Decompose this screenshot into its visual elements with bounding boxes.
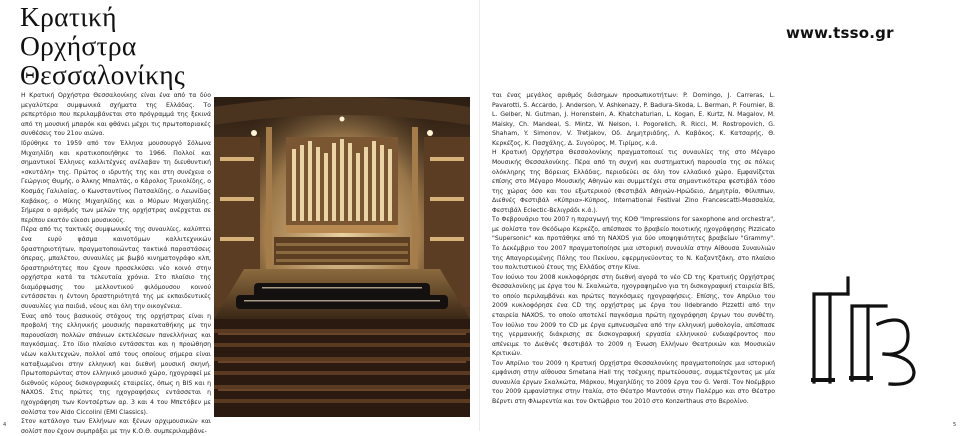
spread-gutter xyxy=(479,0,480,431)
website-url[interactable]: www.tsso.gr xyxy=(786,24,894,42)
paragraph-intro: Η Κρατική Ορχήστρα Θεσσαλονίκης είναι ένα από τα δύο μεγαλύτερα συμφωνικά σχήματα της Ελλάδας. Το ρεπερτόριο που περιλαμβάνεται στο πρόγραμμά της ξεκινά από τη μουσική μπαρόκ και φθάνει μέχρι τις πρωτοποριακές συνθέσεις του 21ου αιώνα. xyxy=(21,92,211,138)
paragraph-activities: Πέρα από τις τακτικές συμφωνικές της συναυλίες, καλύπτει ένα ευρύ φάσμα καινοτόμων καλλιτεχνικών δραστηριοτήτων, πραγματοποιώντας τακτικά παραστάσεις όπερας, μπαλέτου, συναυλίες με βωβό κινηματογράφο κλπ, δραστηριότητες που έχουν προσελκύσει νέο κοινό στην ορχήστρα κατά τα τελευταία χρόνια. Στο πλαίσιο της διαμόρφωσης του μελλοντικού φιλόμουσου κοινού εντάσσεται η έντονη δραστηριότητά της με εκπαιδευτικές συναυλίες για παιδιά, νέους και όλη την οικογένεια. xyxy=(21,226,211,311)
koth-logo-icon xyxy=(808,272,922,388)
paragraph-recordings: Τον Ιούνιο του 2008 κυκλοφόρησε στη διεθνή αγορά το νέο CD της Κρατικής Ορχήστρας Θεσσαλονίκης με έργα του Ν. Σκαλκώτα, ηχογραφημένο για τη δισκογραφική εταιρεία BIS, το οποίο περιλαμβάνει και πρώτες παγκόσμιες ηχογραφήσεις. Επίσης, τον Απρίλιο του 2009 κυκλοφόρησε ένα CD της ορχήστρας με έργα του Ildebrando Pizzetti από την εταιρεία NAXOS, το οποίο αποτελεί παγκόσμια πρώτη ηχογράφηση έργων του συνθέτη. Τον Ιούλιο του 2009 το CD με έργα εμπνευσμένα από την ελληνική μυθολογία, απέσπασε της γερμανικής διάκρισης σε δισκογραφική εργασία ελληνικού ενδιαφέροντος που απένειμε το Διεθνές Φεστιβάλ το 2009 η Ένωση Ελλήνων Θεατρικών και Μουσικών Κριτικών. xyxy=(492,273,775,358)
left-body-text xyxy=(21,91,211,436)
orchestra-title xyxy=(20,2,210,89)
right-body-text xyxy=(492,91,775,407)
paragraph-awards: Το Φεβρουάριο του 2007 η παραγωγή της ΚΟΘ "Impressions for saxophone and orchestra", με σολίστα τον Θεόδωρο Κερκέζο, απέσπασε το βραβείο ποιοτικής ηχογράφησης Pizzicato "Supersonic" και προτάθηκε από τη NAXOS για δύο υποψηφιότητες βραβείων "Grammy". Το Δεκέμβριο του 2007 πραγματοποίησε μια ιστορική συναυλία στην Αίθουσα Συναυλιών της Απαγορευμένης Πόλης του Πεκίνου, εφερμηνεύοντας το Ν. Καζαντζάκη, στο πλαίσιο του πολιτιστικού έτους της Ελλάδος στην Κίνα. xyxy=(492,216,775,272)
paragraph-tours: Τον Απρίλιο του 2009 η Κρατική Ορχήστρα Θεσσαλονίκης πραγματοποίησε μια ιστορική εμφάνιση στην αίθουσα Smetana Hall της τσέχικης πρωτεύουσας, συμμετέχοντας με μία συναυλία έργων Σκαλκώτα, Μάρκου, Μιχαηλίδης το 2009 έργα του G. Verdi. Τον Νοέμβριο του 2009 εμφανίστηκε στην Ιταλία, στο Θέατρο Μαντσόνι στην Παλέρμο και στο Θέατρο Βέρντι στη Φλωρεντία και τον Οκτώβριο του 2010 στο Konzerthaus στο Βερολίνο. xyxy=(492,359,775,405)
paragraph-soloists-list: ται ένας μεγάλος αριθμός διάσημων προσωπικοτήτων: P. Domingo, J. Carreras, L. Pavarotti, S. Accardo, J. Anderson, V. Ashkenazy, P. Badura-Skoda, L. Berman, P. Fournier, B. L. Gelber, N. Gutman, J. Horenstein, A. Khatchaturian, L. Kogan, E. Kurtz, N. Magalov, M. Maisky, Ch. Mandeal, S. Mintz, W. Nelson, I. Pogorelich, R. Ricci, M. Rostropovich, G. Shaham, Y. Simonov, V. Tretjakov, Οδ. Δημητριάδης, Λ. Καβάκος, Κ. Κατσαρής, Θ. Κερκέζος, Κ. Πασχάλης, Δ. Συγούρος, Μ. Τιρίμος, κ.ά. xyxy=(492,92,775,147)
title-line-2: Ορχήστρα xyxy=(20,30,137,61)
paragraph-history: Ιδρύθηκε το 1959 από τον Έλληνα μουσουργό Σόλωνα Μιχαηλίδη και κρατικοποιήθηκε το 1966. Πολλοί και σημαντικοί Έλληνες καλλιτέχνες ανέλαβαν τη διευθυντική «σκυτάλη» της. Πρώτος ο ιδρυτής της και στη συνέχεια ο Γεώργιος Θυμής, ο Άλκης Μπαλτάς, ο Κάρολος Τρικολίδης, ο Κοσμάς Γαλιλαίας, ο Κωνσταντίνος Πατσαλίδης, ο Λεωνίδας Καβάκος, ο Μίκης Μιχαηλίδης και ο Μύρων Μιχαηλίδης. Σήμερα ο αριθμός των μελών της ορχήστρας ανέρχεται σε περίπου εκατόν είκοσι μουσικούς. xyxy=(21,139,211,224)
concert-hall-illustration xyxy=(214,97,470,417)
concert-hall-photo xyxy=(214,97,470,417)
paragraph-goals: Ένας από τους βασικούς στόχους της ορχήστρας είναι η προβολή της ελληνικής μουσικής παρακαταθήκης με την παρουσίαση πολλών σπάνιων εκτελέσεων πανελλήνιας και παγκόσμιας. Στο ίδιο πλαίσιο εντάσσεται και η προώθηση νέων καλλιτεχνών, πολλοί από τους οποίους σήμερα είναι καταξιωμένοι στην ελληνική και διεθνή μουσική σκηνή. Πρωτοπορώντας στον ελληνικό μουσικό χώρο, ηχογραφεί με διεθνούς κύρους δισκογραφικές εταιρείες, όπως η BIS και η NAXOS. Στις πρώτες της ηχογραφήσεις εντάσσεται η ηχογράφηση των Κοντσέρτων αρ. 3 και 4 του Μπετόβεν με σολίστα τον Aldo Ciccolini (EMI Classics). xyxy=(21,312,211,416)
page-number-right: 5 xyxy=(953,422,957,428)
page-number-left: 4 xyxy=(3,422,7,428)
paragraph-soloists: Στον κατάλογο των Ελλήνων και ξένων αρχιμουσικών και σολίστ που έχουν συμπράξει με την Κ.Ο.Θ. συμπεριλαμβάνε- xyxy=(21,418,211,435)
title-line-1: Κρατική xyxy=(20,1,117,32)
koth-monogram-icon xyxy=(808,272,922,388)
paragraph-venues: Η Κρατική Ορχήστρα Θεσσαλονίκης πραγματοποιεί τις συναυλίες της στο Μέγαρο Μουσικής Θεσσαλονίκης. Πέρα από τη συχνή και συστηματική παρουσία της σε πόλεις ολόκληρης της Βόρειας Ελλάδας, περιοδεύει σε όλη τον ελλαδικό χώρο. Εμφανίζεται επίσης στο Μέγαρο Μουσικής Αθηνών και συμμετέχει στα σημαντικότερα φεστιβάλ τόσο της χώρας όσο και του εξωτερικού (Φεστιβάλ Αθηνών-Ηρώδειο, Δημητρία, Φίλιππων, Διεθνές Φεστιβάλ «Κύπρια»-Κύπρος, International Festival Zino Francescatti-Μασσαλία, Φεστιβάλ Eclectic-Βελιγράδι κ.ά.). xyxy=(492,149,775,214)
title-line-3: Θεσσαλονίκης xyxy=(20,59,186,90)
